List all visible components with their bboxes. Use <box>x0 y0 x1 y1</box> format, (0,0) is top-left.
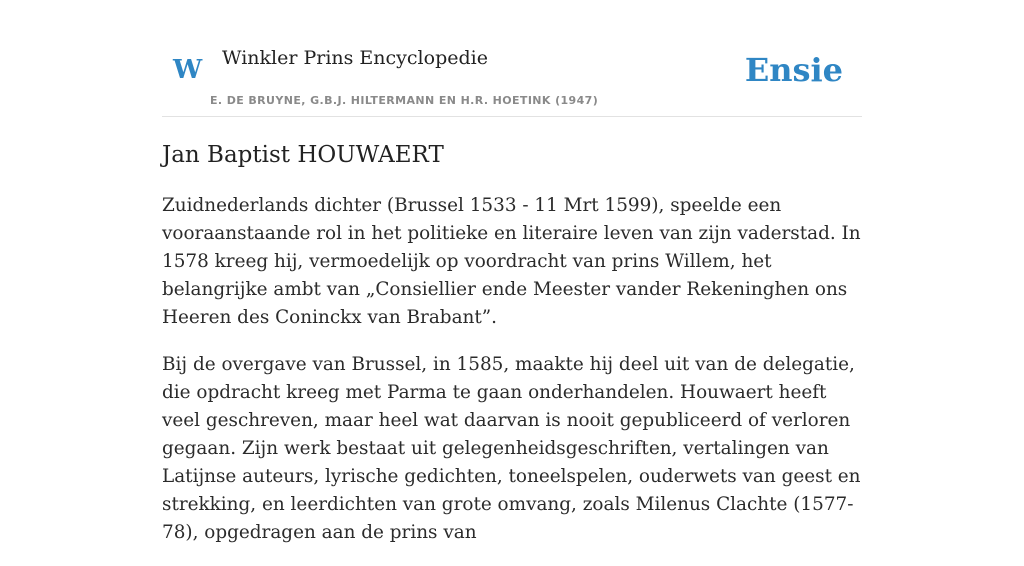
publication-title[interactable]: Winkler Prins Encyclopedie <box>222 47 488 69</box>
publication-authors: E. DE BRUYNE, G.B.J. HILTERMANN EN H.R. HOETINK (1947) <box>210 94 599 107</box>
article-paragraph: Bij de overgave van Brussel, in 1585, maakte hij deel uit van de delegatie, die opdracht kreeg met Parma te gaan onderhandelen. Houwaert heeft veel geschreven, maar heel wat daarvan is nooit gepubliceerd of verloren gegaan. Zijn werk bestaat uit gelegenheidsgeschriften, vertalingen van Latijnse auteurs, lyrische gedichten, toneelspelen, ouderwets van geest en strekking, en leerdichten van grote omvang, zoals Milenus Clachte (1577-78), opgedragen aan de prins van <box>162 354 861 543</box>
article-paragraph: Zuidnederlands dichter (Brussel 1533 - 11 Mrt 1599), speelde een vooraanstaande rol in het politieke en literaire leven van zijn vaderstad. In 1578 kreeg hij, vermoedelijk op voordracht van prins Willem, het belangrijke ambt van „Consiellier ende Meester vander Rekeninghen ons Heeren des Coninckx van Brabant”. <box>162 195 861 328</box>
winkler-prins-logo[interactable]: W <box>173 55 203 85</box>
article-body <box>162 192 862 566</box>
article-title: Jan Baptist HOUWAERT <box>162 142 444 168</box>
page-header <box>162 0 862 117</box>
ensie-logo[interactable]: Ensie <box>744 51 843 89</box>
article-page <box>162 0 862 543</box>
